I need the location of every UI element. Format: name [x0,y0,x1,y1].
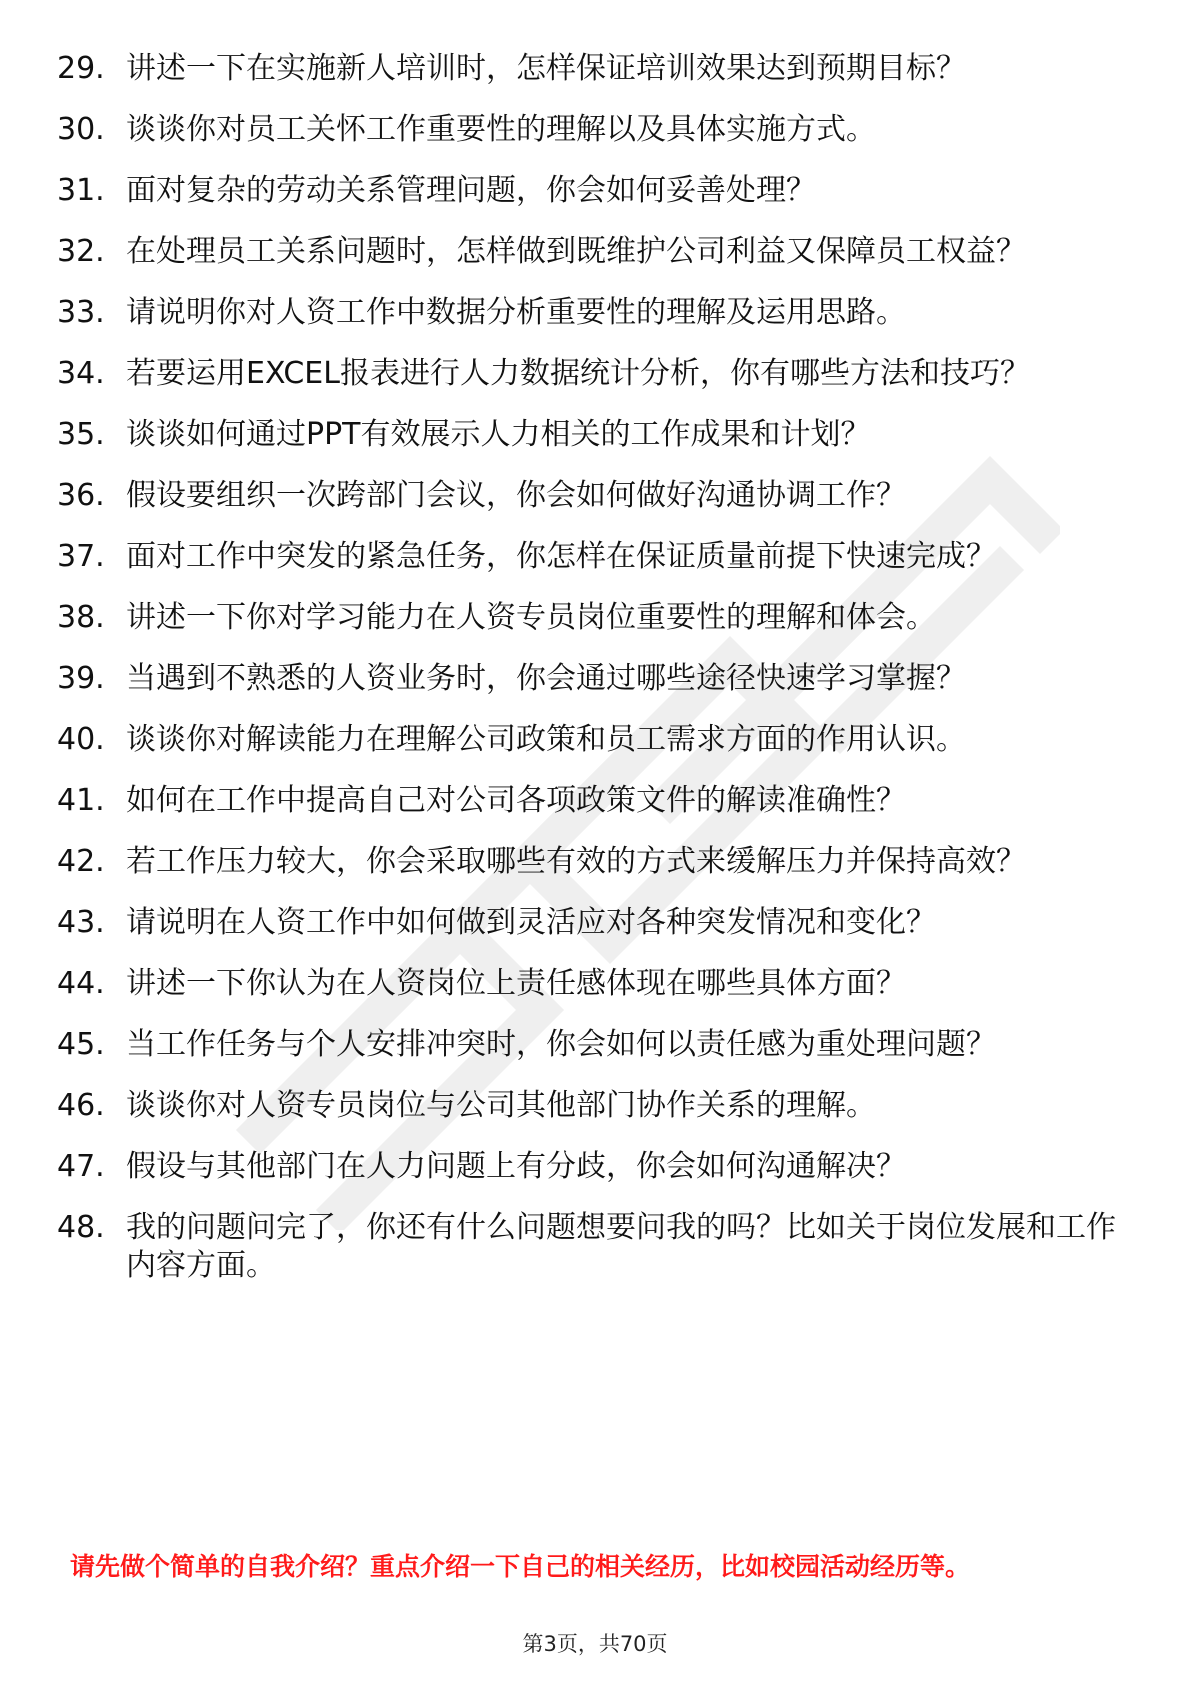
question-number: 42. [57,844,105,879]
question-number: 39. [57,661,105,696]
question-item [57,50,1137,88]
question-item [57,965,1137,1003]
question-text: 谈谈如何通过PPT有效展示人力相关的工作成果和计划？ [126,417,871,452]
question-number: 30. [57,112,105,147]
question-number: 48. [57,1210,105,1245]
question-text: 面对复杂的劳动关系管理问题，你会如何妥善处理？ [126,173,816,208]
question-text: 讲述一下你对学习能力在人资专员岗位重要性的理解和体会。 [126,600,936,635]
question-number: 33. [57,295,105,330]
question-item [57,233,1137,271]
self-introduction-prompt: 请先做个简单的自我介绍？重点介绍一下自己的相关经历，比如校园活动经历等。 [70,1552,971,1581]
question-number: 37. [57,539,105,574]
question-item [57,904,1137,942]
question-item [57,843,1137,881]
question-text: 当工作任务与个人安排冲突时，你会如何以责任感为重处理问题？ [126,1027,996,1062]
question-item [57,1026,1137,1064]
question-text: 谈谈你对解读能力在理解公司政策和员工需求方面的作用认识。 [126,722,966,757]
question-number: 40. [57,722,105,757]
question-item [57,355,1137,393]
question-number: 31. [57,173,105,208]
question-text: 如何在工作中提高自己对公司各项政策文件的解读准确性？ [126,783,906,818]
question-item [57,1087,1137,1125]
question-text: 当遇到不熟悉的人资业务时，你会通过哪些途径快速学习掌握？ [126,661,966,696]
question-number: 43. [57,905,105,940]
question-text: 请说明你对人资工作中数据分析重要性的理解及运用思路。 [126,295,906,330]
page-number: 第3页，共70页 [522,1632,668,1656]
question-item [57,660,1137,698]
question-text: 讲述一下在实施新人培训时，怎样保证培训效果达到预期目标？ [126,51,966,86]
question-text: 讲述一下你认为在人资岗位上责任感体现在哪些具体方面？ [126,966,906,1001]
question-number: 38. [57,600,105,635]
question-item [57,1148,1137,1186]
question-list [57,50,1137,1308]
question-item [57,599,1137,637]
question-item [57,782,1137,820]
question-text: 假设与其他部门在人力问题上有分歧，你会如何沟通解决？ [126,1149,906,1184]
question-item [57,111,1137,149]
question-item [57,172,1137,210]
question-item [57,294,1137,332]
question-number: 29. [57,51,105,86]
question-item [57,1209,1137,1285]
question-item [57,538,1137,576]
question-number: 44. [57,966,105,1001]
question-number: 35. [57,417,105,452]
question-text: 假设要组织一次跨部门会议，你会如何做好沟通协调工作？ [126,478,906,513]
question-item [57,721,1137,759]
question-text: 我的问题问完了，你还有什么问题想要问我的吗？比如关于岗位发展和工作内容方面。 [126,1210,1116,1283]
question-item [57,416,1137,454]
question-text: 面对工作中突发的紧急任务，你怎样在保证质量前提下快速完成？ [126,539,996,574]
question-number: 36. [57,478,105,513]
question-text: 请说明在人资工作中如何做到灵活应对各种突发情况和变化？ [126,905,936,940]
question-number: 47. [57,1149,105,1184]
question-number: 32. [57,234,105,269]
question-item [57,477,1137,515]
question-number: 41. [57,783,105,818]
question-text: 谈谈你对员工关怀工作重要性的理解以及具体实施方式。 [126,112,876,147]
question-text: 若要运用EXCEL报表进行人力数据统计分析，你有哪些方法和技巧？ [126,356,1030,391]
question-number: 45. [57,1027,105,1062]
question-number: 46. [57,1088,105,1123]
question-text: 谈谈你对人资专员岗位与公司其他部门协作关系的理解。 [126,1088,876,1123]
question-text: 在处理员工关系问题时，怎样做到既维护公司利益又保障员工权益？ [126,234,1026,269]
question-number: 34. [57,356,105,391]
question-text: 若工作压力较大，你会采取哪些有效的方式来缓解压力并保持高效？ [126,844,1026,879]
